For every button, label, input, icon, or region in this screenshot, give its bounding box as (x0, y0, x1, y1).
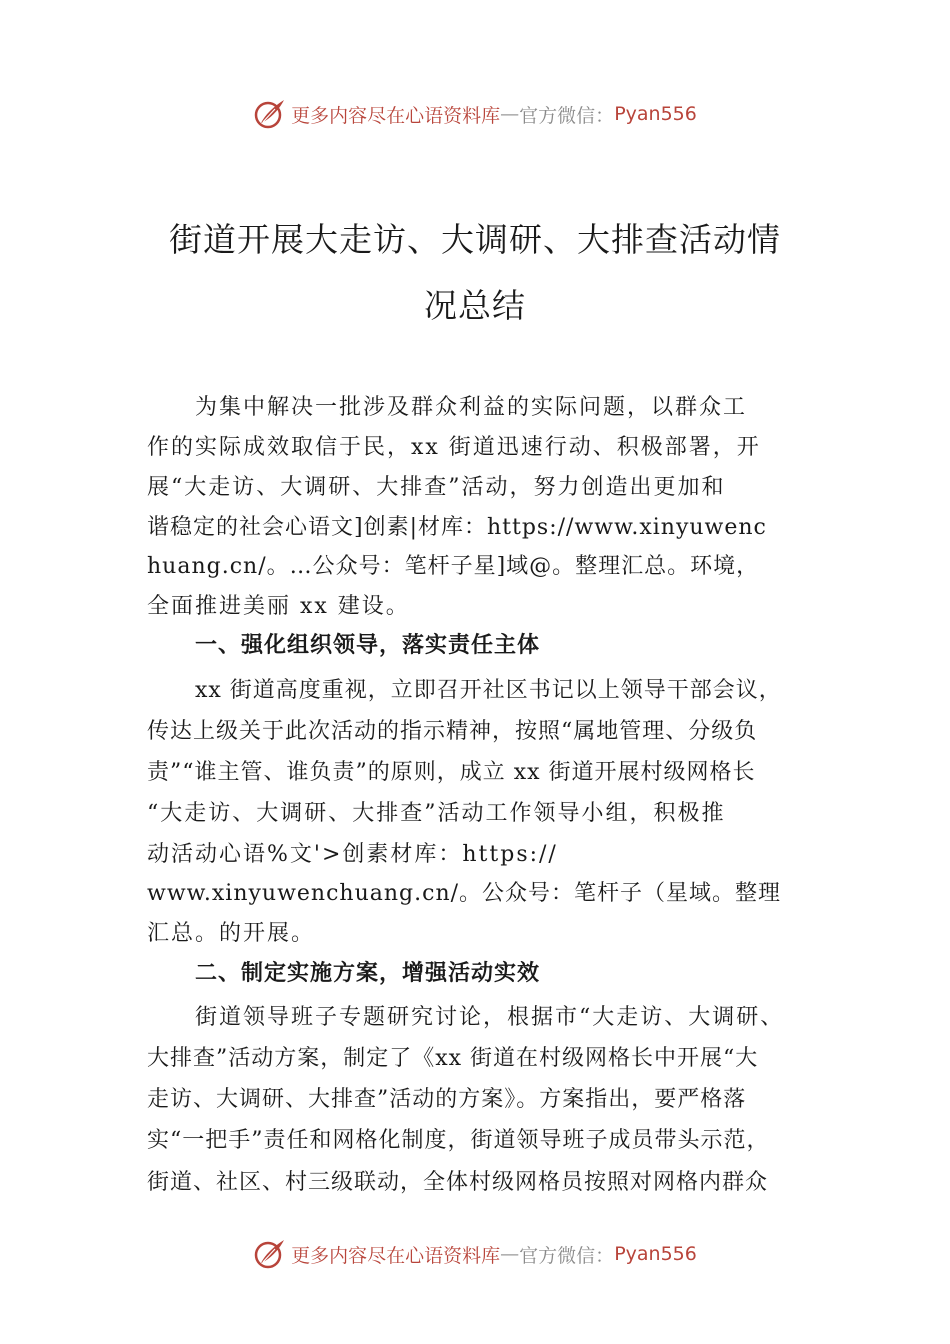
section-1-line: www.xinyuwenchuang.cn/。公众号：笔杆子（星域。整理 (147, 881, 782, 906)
section-1-line: “大走访、大调研、大排查”活动工作领导小组，积极推 (147, 801, 726, 826)
section-1-line: xx 街道高度重视，立即召开社区书记以上领导干部会议， (195, 678, 782, 703)
document-title-line-1: 街道开展大走访、大调研、大排查活动情 (169, 220, 781, 259)
intro-line: 为集中解决一批涉及群众利益的实际问题，以群众工 (195, 395, 748, 420)
section-1-line: 汇总。的开展。 (147, 921, 316, 946)
banner-text: 更多内容尽在心语资料库 (291, 1244, 501, 1267)
banner-separator: — (500, 103, 520, 125)
quill-pen-logo-icon (253, 1237, 287, 1271)
section-2-line: 街道领导班子专题研究讨论，根据市“大走访、大调研、 (195, 1005, 785, 1030)
intro-line: 全面推进美丽 xx 建设。 (147, 594, 410, 619)
banner-wechat-id: Pyan556 (614, 103, 697, 125)
banner-wechat-label: 官方微信： (519, 1244, 615, 1267)
intro-line: 谐稳定的社会心语文]创素|材库：https://www.xinyuwenc (147, 515, 767, 540)
footer-watermark-banner (0, 1234, 950, 1274)
quill-pen-logo-icon (253, 97, 287, 131)
section-1-line: 传达上级关于此次活动的指示精神，按照“属地管理、分级负 (147, 719, 758, 744)
section-1-line: 责”“谁主管、谁负责”的原则，成立 xx 街道开展村级网格长 (147, 760, 756, 785)
section-2-line: 大排查”活动方案，制定了《xx 街道在村级网格长中开展“大 (147, 1046, 759, 1071)
intro-line: 作的实际成效取信于民，xx 街道迅速行动、积极部署，开 (147, 435, 761, 460)
section-2-line: 街道、社区、村三级联动，全体村级网格员按照对网格内群众 (147, 1170, 769, 1195)
banner-separator: — (500, 1243, 520, 1265)
section-2-line: 走访、大调研、大排查”活动的方案》。方案指出，要严格落 (147, 1087, 747, 1112)
section-2-line: 实“一把手”责任和网格化制度，街道领导班子成员带头示范， (147, 1128, 770, 1153)
banner-wechat-id: Pyan556 (614, 1243, 697, 1265)
section-2-heading: 二、制定实施方案，增强活动实效 (195, 961, 541, 986)
intro-line: huang.cn/。…公众号：笔杆子星]域@。整理汇总。环境， (147, 554, 760, 579)
header-watermark-banner (0, 94, 950, 134)
document-title-line-2: 况总结 (424, 286, 526, 325)
section-1-heading: 一、强化组织领导，落实责任主体 (195, 633, 541, 658)
banner-wechat-label: 官方微信： (519, 104, 615, 127)
intro-line: 展“大走访、大调研、大排查”活动，努力创造出更加和 (147, 475, 726, 500)
banner-text: 更多内容尽在心语资料库 (291, 104, 501, 127)
section-1-line: 动活动心语%文'>创素材库：https:// (147, 842, 558, 867)
